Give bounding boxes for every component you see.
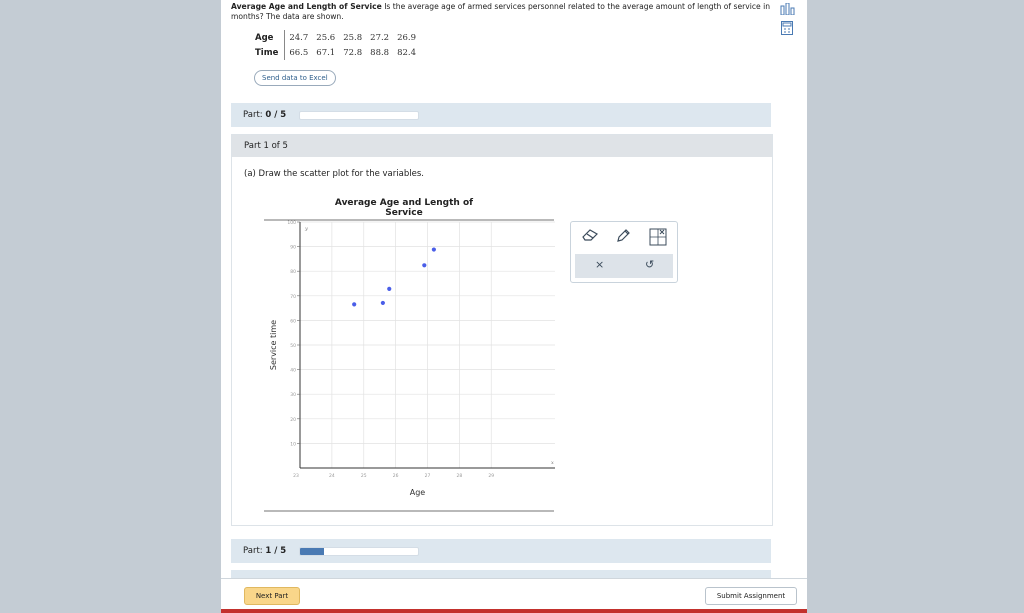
scatter-point — [387, 287, 391, 291]
part-count: 1 / 5 — [265, 546, 287, 556]
table-row — [251, 30, 420, 45]
part-heading — [232, 135, 772, 157]
y-tick-label: 30 — [290, 393, 296, 399]
drawing-toolbar — [570, 221, 678, 283]
row-label-time: Time — [251, 45, 285, 60]
progress-fill — [300, 548, 324, 555]
problem-title: Average Age and Length of Service — [231, 2, 382, 11]
next-part-button[interactable]: Next Part — [244, 587, 300, 605]
table-cell: 88.8 — [370, 47, 390, 58]
y-tick-label: 20 — [290, 417, 296, 423]
table-row — [251, 45, 420, 60]
x-tick-label: 29 — [488, 474, 495, 479]
grid-resize-icon[interactable] — [649, 228, 667, 249]
progress-bar — [299, 547, 419, 556]
table-cell: 25.8 — [343, 32, 363, 43]
scatter-plot-canvas[interactable] — [264, 218, 564, 518]
x-tick-label: 23 — [293, 474, 299, 479]
row-label-age: Age — [251, 30, 285, 45]
part-progress-label — [243, 539, 286, 563]
data-table — [251, 30, 420, 60]
y-axis-symbol: y — [305, 226, 308, 232]
pencil-icon[interactable] — [615, 228, 631, 247]
table-cell: 66.5 — [289, 47, 309, 58]
problem-intro — [231, 2, 779, 22]
scatter-point — [422, 263, 426, 267]
undo-button[interactable]: ↺ — [645, 258, 655, 271]
scatter-point — [352, 302, 356, 306]
footer-accent-line — [221, 609, 807, 613]
part-label: Part: — [243, 546, 263, 556]
x-tick-label: 25 — [360, 474, 367, 479]
x-axis-label: Age — [409, 488, 426, 497]
x-tick-label: 24 — [329, 474, 335, 479]
table-cell: 67.1 — [316, 47, 336, 58]
y-tick-label: 60 — [290, 319, 296, 325]
table-cell: 72.8 — [343, 47, 363, 58]
part-progress-top — [231, 103, 771, 127]
table-cell: 82.4 — [397, 47, 417, 58]
calculator-icon[interactable] — [781, 20, 797, 36]
x-axis-symbol: x — [551, 460, 554, 466]
y-tick-label: 10 — [290, 442, 296, 448]
eraser-icon[interactable] — [581, 228, 599, 245]
x-tick-label: 26 — [392, 474, 399, 479]
y-tick-label: 50 — [290, 344, 296, 349]
problem-text: Is the average age of armed services personnel related to the average amount of length of service in months? The data are shown. — [231, 2, 771, 21]
clear-button[interactable]: × — [595, 258, 605, 271]
y-tick-label: 40 — [290, 368, 296, 374]
table-cell: 27.2 — [370, 32, 390, 43]
question-text: (a) Draw the scatter plot for the variables. — [244, 169, 424, 179]
part-label: Part: — [243, 110, 263, 120]
table-cell: 25.6 — [316, 32, 336, 43]
table-cell: 24.7 — [289, 32, 309, 43]
y-axis-label: Service time — [269, 319, 278, 371]
y-tick-label: 70 — [290, 294, 296, 300]
y-tick-label: 90 — [290, 245, 296, 251]
footer-bar — [221, 578, 807, 611]
send-to-excel-button[interactable]: Send data to Excel — [254, 70, 336, 86]
next-part-stub — [231, 570, 771, 578]
table-cell: 26.9 — [397, 32, 417, 43]
part-heading-text: Part 1 of 5 — [244, 141, 288, 151]
scatter-point — [432, 247, 436, 251]
part-progress-bottom — [231, 539, 771, 563]
x-tick-label: 28 — [456, 474, 463, 479]
submit-assignment-button[interactable]: Submit Assignment — [705, 587, 797, 605]
x-tick-label: 27 — [424, 474, 431, 479]
y-tick-label: 100 — [287, 221, 296, 226]
bar-chart-icon[interactable] — [780, 0, 796, 16]
chart-title: Average Age and Length of Service — [334, 198, 474, 218]
part-count: 0 / 5 — [265, 110, 287, 120]
assignment-page — [221, 0, 807, 613]
drawing-actions — [575, 254, 673, 278]
y-tick-label: 80 — [290, 270, 296, 276]
part-progress-label — [243, 103, 286, 127]
scatter-point — [381, 301, 385, 305]
progress-bar — [299, 111, 419, 120]
